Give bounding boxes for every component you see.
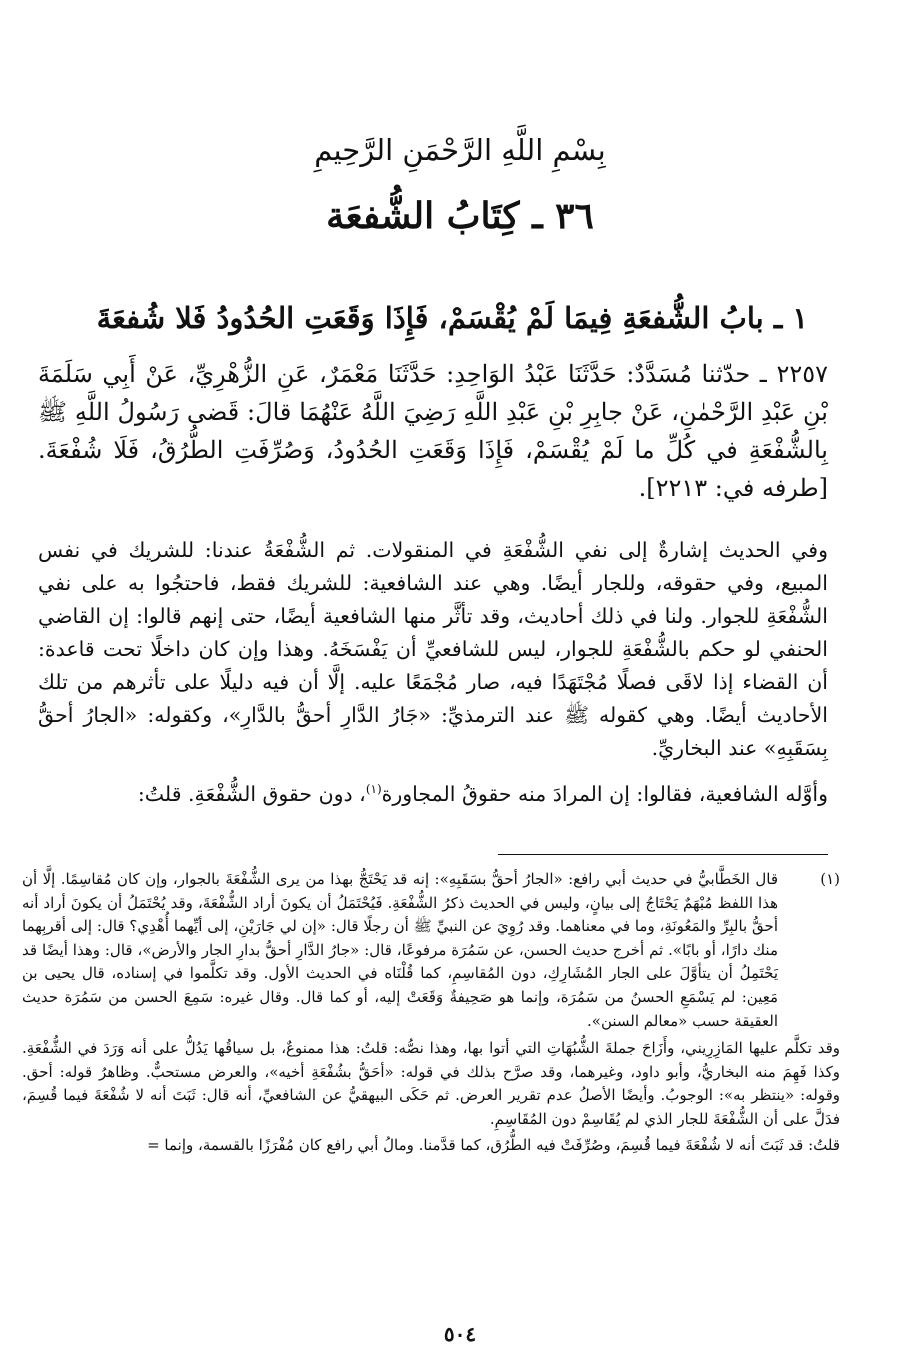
footnote-text: قال الخَطَّابيُّ في حديث أبي رافع: «الجارُ أحقُّ بسَقَبِهِ»: إنه قد يَحْتَجُّ بهذا من يرى الشُّفْعَةَ بالجوار، وإن كان مُقاسِمًا. إلَّا أن هذا اللفظ مُبْهَمٌ يَحْتَاجُ إلى بيانٍ، وليس في الحديث ذكرُ الشُّفْعَةِ. فَيُحْتَمَلُ أن يكونَ أراد الشُّفْعَةَ، وقد يُحْتَمَلُ أن يكونَ أراد أنه أحقُّ بالبِرِّ والمَعُونَةِ، وما في معناهما. وقد رُوِيَ عن النبيِّ ﷺ أن رجلًا قال: «إن لي جَارَيْنِ، إلى أيِّهما أُهْدِي؟ قال: إلى أقربِهما منك دارًا، أو بابًا». ثم أخرج حديث الحسن، عن سَمُرَة مرفوعًا، قال: «جارُ الدَّارِ أحقُّ بدارِ الجار والأرض»، قال: وهذا أيضًا قد يَحْتَمِلُ أن يتأوَّلَ على الجار المُشَارِكِ، دون المُقاسِمِ، كما قُلْنَاه في الحديث الأول. وقد تكلَّموا في إسناده، قال يحيى بن مَعِين: لم يَسْمَعِ الحسنُ من سَمُرَة، وإنما هو صَحِيفةٌ وَقَعَتْ إليه، أو كما قال. وقال غيره: سَمِعَ الحسن من سَمُرَة حديث العقيقة حسب «معالم السنن».: [22, 870, 778, 1030]
footnote: [22, 868, 840, 1033]
hadith-text: ٢٢٥٧ ـ حدّثنا مُسَدَّدٌ: حَدَّثَنَا عَبْدُ الوَاحِدِ: حَدَّثَنَا مَعْمَرٌ، عَنِ الزُّهْرِيِّ، عَنْ أَبِي سَلَمَةَ بْنِ عَبْدِ الرَّحْمٰنِ، عَنْ جابِرِ بْنِ عَبْدِ اللَّهِ رَضِيَ اللَّهُ عَنْهُمَا قالَ: قَضى رَسُولُ اللَّهِ ﷺ بِالشُّفْعَةِ في كُلِّ ما لَمْ يُقْسَمْ، فَإِذَا وَقَعَتِ الحُدُودُ، وَصُرِّفَتِ الطُّرُقُ، فَلَا شُفْعَةَ. [طرفه في: ٢٢١٣].: [38, 360, 828, 502]
chapter-heading: ١ ـ بابُ الشُّفعَةِ فِيمَا لَمْ يُقْسَمْ، فَإِذَا وَقَعَتِ الحُدُودُ فَلا شُفعَةَ: [96, 301, 808, 335]
footnote-reference: (١): [365, 782, 382, 796]
footnotes: [22, 868, 840, 1157]
commentary-text: وأوَّله الشافعية، فقالوا: إن المرادَ منه حقوقُ المجاورة: [381, 781, 828, 806]
basmala: بِسْمِ اللَّهِ الرَّحْمَنِ الرَّحِيمِ: [314, 133, 606, 167]
footnote-continuation: وقد تكلَّم عليها المَازِرِيني، وأَزَاحَ جملةَ الشُّبُهَاتِ التي أتوا بها، وهذا نصُّه: قلتُ: هذا ممنوعٌ، بل سياقُها يَدُلُّ على أنه وَرَدَ في الشُّفْعَةِ. وكذا فَهِمَ منه البخاريُّ، وأبو داود، وغيرهما، وقد صرَّح بذلك في قوله: «أحَقُّ بشُفْعَةِ أخيه»، والعرض مستحبٌّ. وظاهرُ قوله: أحق. وقوله: «ينتظر به»: الوجوبُ. وأيضًا الأصلُ عدم تقرير العرض. ثم حَكَى البيهقيُّ عن الشافعيِّ، أنه قال: ثَبَتَ أنه لا شُفْعَةَ فيما قُسِمَ، فدَلَّ على أن الشُّفْعَةَ للجار الذي لم يُقَاسِمْ دون المُقَاسِمِ.: [22, 1039, 840, 1128]
commentary-paragraph: وفي الحديث إشارةٌ إلى نفي الشُّفْعَةِ في المنقولات. ثم الشُّفْعَةُ عندنا: للشريك في نفس المبيع، وفي حقوقه، وللجار أيضًا. وهي عند الشافعية: للشريك فقط، فاحتجُوا به على نفي الشُّفْعَةِ للجوار. ولنا في ذلك أحاديث، وقد تأثَّر منها الشافعية أيضًا، حتى إنهم قالوا: إن القاضي الحنفي لو حكم بالشُّفْعَةِ للجوار، ليس للشافعيِّ أن يَفْسَخَهُ. وهذا وإن كان داخلًا تحت قاعدة: أن القضاء إذا لاقَى فصلًا مُجْتَهَدًا فيه، صار مُجْمَعًا عليه. إلَّا أن فيه دليلًا على تأثرهم من تلك الأحاديث أيضًا. وهي كقوله ﷺ عند الترمذيِّ: «جَارُ الدَّارِ أحقُّ بالدَّارِ»، وكقوله: «الجارُ أحقُّ بِسَقَبِهِ» عند البخاريِّ.: [38, 538, 828, 760]
footnote-marker: (١): [820, 870, 840, 888]
page-number: ٥٠٤: [443, 1322, 477, 1346]
commentary-paragraph: [38, 773, 828, 811]
footnote-continuation: قلتُ: قد ثَبَتَ أنه لا شُفْعَةَ فيما قُسِمَ، وصُرِّفَتْ فيه الطُّرُق، كما قدَّمنا. ومالُ أبي رافع كان مُفْرَزًا بالقسمة، وإنما =: [147, 1135, 840, 1154]
commentary: [38, 534, 828, 811]
book-title: ٣٦ ـ كِتَابُ الشُّفعَة: [326, 195, 594, 237]
footnote-divider: [498, 854, 828, 855]
commentary-text: ، دون حقوق الشُّفْعَةِ. قلتُ:: [137, 781, 366, 806]
